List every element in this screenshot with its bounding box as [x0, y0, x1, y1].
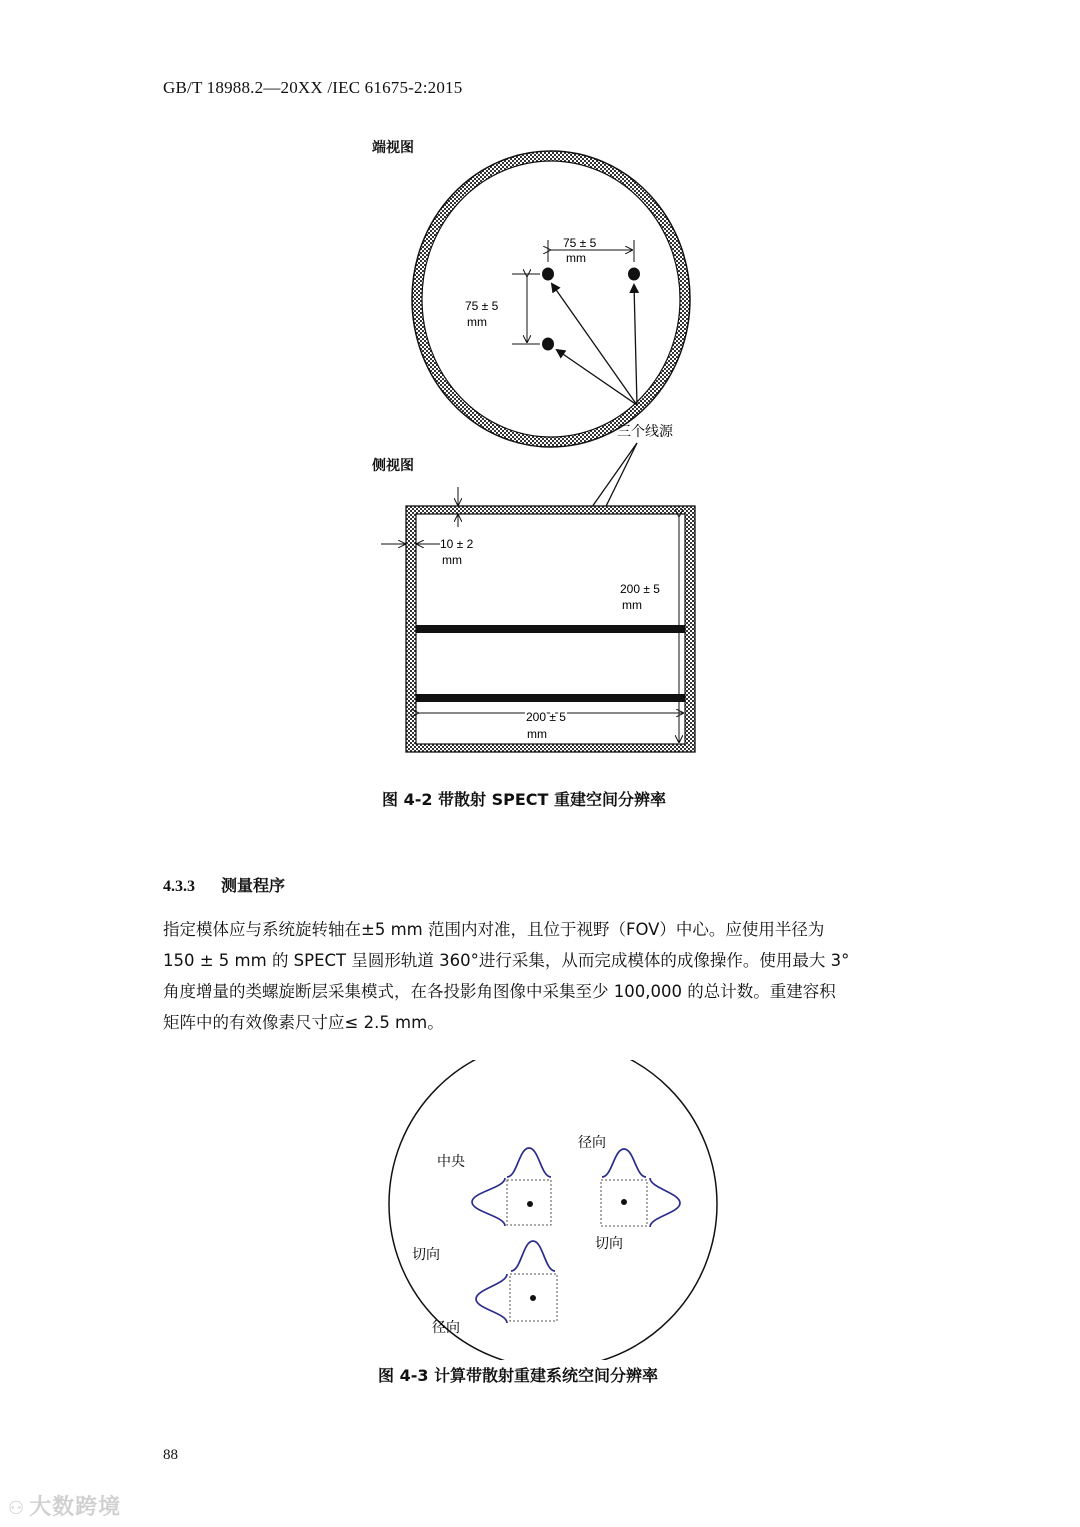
watermark-logo — [8, 1490, 121, 1521]
document-header: GB/T 18988.2—20XX /IEC 61675-2:2015 — [163, 78, 463, 97]
fov-circle — [389, 1060, 717, 1360]
paragraph-line: 矩阵中的有效像素尺寸应≤ 2.5 mm。 — [163, 1013, 444, 1032]
dim-10-value: 10 ± 2 — [440, 537, 474, 551]
dim-200-v-value: 200 ± 5 — [620, 582, 660, 596]
radial-label-top: 径向 — [578, 1134, 606, 1150]
dim-75-v-unit: mm — [467, 315, 487, 329]
line-source-dot — [542, 338, 554, 351]
section-number: 4.3.3 — [163, 878, 195, 895]
paragraph-line: 指定模体应与系统旋转轴在±5 mm 范围内对准，且位于视野（FOV）中心。应使用半径为 — [163, 920, 825, 939]
section-heading — [163, 873, 285, 896]
page-number: 88 — [163, 1447, 178, 1463]
paragraph-line: 150 ± 5 mm 的 SPECT 呈圆形轨道 360°进行采集，从而完成模体的成像操作。使用最大 3° — [163, 951, 850, 970]
line-source-bar — [416, 625, 685, 633]
figure-4-3-diagram — [0, 1060, 1080, 1360]
line-source-dot — [628, 268, 640, 281]
end-view-inner — [422, 161, 680, 437]
dim-75-h-unit: mm — [566, 251, 586, 265]
source-point — [527, 1201, 533, 1207]
source-point — [621, 1199, 627, 1205]
center-label: 中央 — [437, 1153, 465, 1169]
dim-200-h-value: 200 ± 5 — [526, 710, 566, 724]
watermark-icon: ⚇ — [8, 1498, 26, 1519]
line-source-bar — [416, 694, 685, 702]
side-view-label: 侧视图 — [372, 458, 414, 474]
figure-4-3-caption: 图 4-3 计算带散射重建系统空间分辨率 — [378, 1366, 659, 1385]
radial-label-bottom: 径向 — [432, 1319, 460, 1335]
watermark-text: 大数跨境 — [29, 1495, 122, 1520]
end-view-label: 端视图 — [372, 140, 414, 156]
source-point — [530, 1295, 536, 1301]
dim-75-h-value: 75 ± 5 — [563, 236, 597, 250]
dim-10-unit: mm — [442, 553, 462, 567]
figure-4-2-caption: 图 4-2 带散射 SPECT 重建空间分辨率 — [382, 790, 667, 809]
section-title: 测量程序 — [221, 876, 286, 895]
dim-75-v-value: 75 ± 5 — [465, 299, 499, 313]
dim-200-h-unit: mm — [527, 727, 547, 741]
paragraph-line: 角度增量的类螺旋断层采集模式，在各投影角图像中采集至少 100,000 的总计数。重建容积 — [163, 982, 836, 1001]
line-source-dot — [542, 268, 554, 281]
procedure-paragraph — [163, 914, 923, 1038]
tangential-label-right: 切向 — [595, 1235, 623, 1251]
tangential-label-left: 切向 — [412, 1246, 440, 1262]
dim-200-v-unit: mm — [622, 598, 642, 612]
three-sources-label: 三个线源 — [617, 423, 673, 439]
